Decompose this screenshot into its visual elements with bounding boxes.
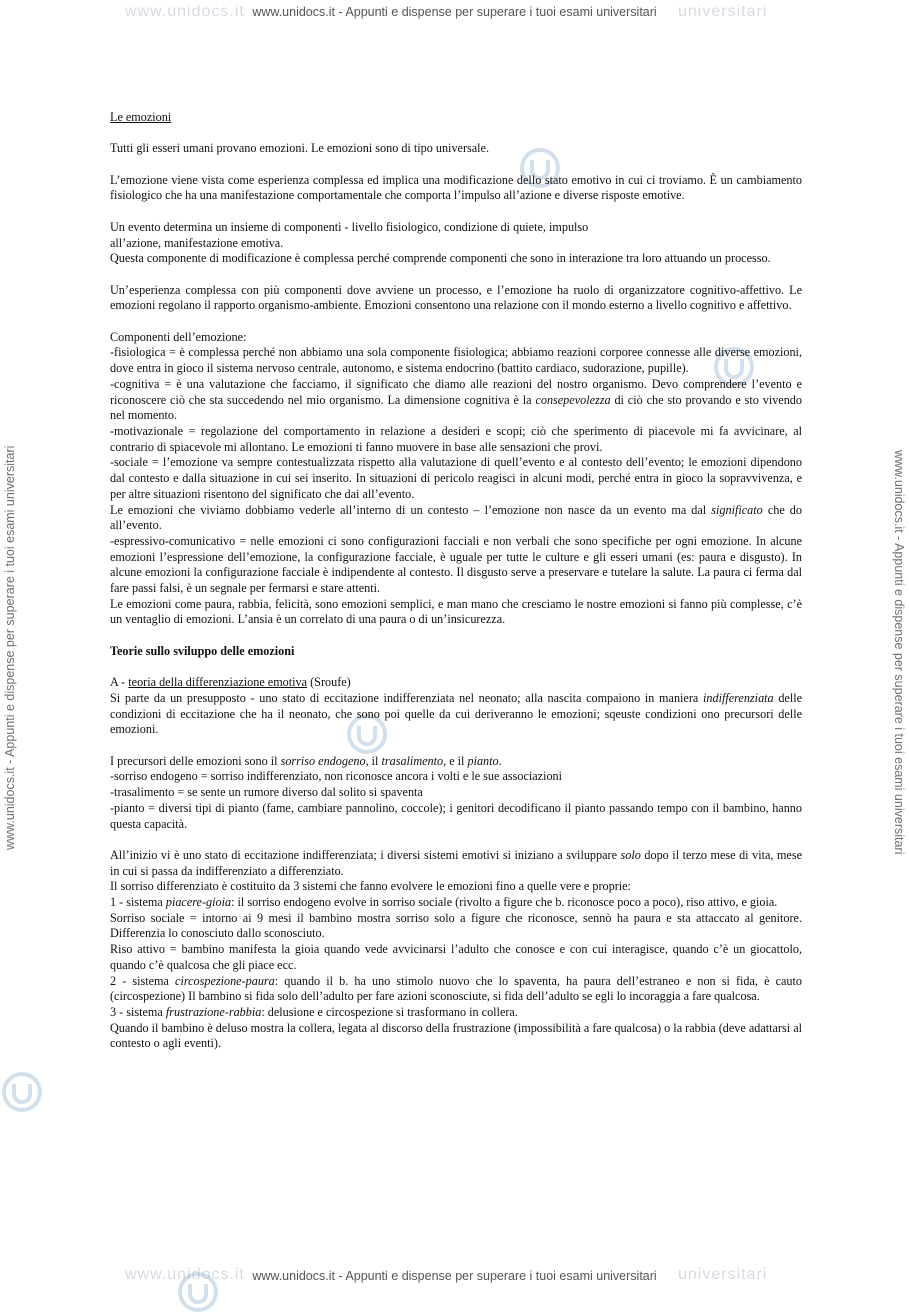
list-item: -fisiologica = è complessa perché non abbiamo una sola componente fisiologica; abbiamo reazioni corporee connesse alle diverse emozioni, dove entra in gioco il sistema nervoso centrale, autonomo, e sistema endocrino (battito cardiaco, sudorazione, pupille). xyxy=(110,345,802,376)
list-item xyxy=(110,377,802,424)
text-line: all’azione, manifestazione emotiva. xyxy=(110,235,284,250)
text-run: 1 - sistema xyxy=(110,895,166,910)
text-line: Questa componente di modificazione è complessa perché comprende componenti che sono in interazione tra loro attuando un processo. xyxy=(110,251,771,266)
list-item: -sorriso endogeno = sorriso indifferenziato, non riconosce ancora i volti e le sue associazioni xyxy=(110,769,563,784)
text-line: Sorriso sociale = intorno ai 9 mesi il bambino mostra sorriso solo a figure che riconosce, sennò ha paura e sta attaccato al genitore. Differenzia lo conosciuto dallo sconosciuto. xyxy=(110,910,802,941)
text-run: di ciò che sto provando e sto vivendo nel momento. xyxy=(110,392,802,423)
paragraph: Tutti gli esseri umani provano emozioni. Le emozioni sono di tipo universale. xyxy=(110,141,489,156)
text-run: 3 - sistema xyxy=(110,1004,166,1019)
side-watermark-left: www.unidocs.it - Appunti e dispense per superare i tuoi esami universitari xyxy=(3,445,17,850)
list-item: Le emozioni come paura, rabbia, felicità, sono emozioni semplici, e man mano che cresciamo le nostre emozioni si fanno più complesse, c’è un ventaglio di emozioni. L’ansia è un correlato di una paura o di un’insicurezza. xyxy=(110,596,802,627)
theory-heading xyxy=(110,675,802,691)
italic-term: significato xyxy=(711,502,763,517)
text-run: Le emozioni che viviamo dobbiamo vederle all’interno di un contesto – l’emozione non nasce da un evento ma dal xyxy=(110,502,712,517)
text-run: A - xyxy=(110,675,129,690)
italic-term: circospezione-paura xyxy=(175,973,275,988)
unidocs-logo-icon xyxy=(176,1270,220,1314)
list-item xyxy=(110,503,802,534)
list-item: -trasalimento = se sente un rumore diverso dal solito si spaventa xyxy=(110,785,423,800)
side-watermark-right: www.unidocs.it - Appunti e dispense per superare i tuoi esami universitari xyxy=(892,450,906,855)
text-line: Un evento determina un insieme di componenti - livello fisiologico, condizione di quiete, impulso xyxy=(110,219,589,234)
list-item xyxy=(110,895,802,911)
text-line: Quando il bambino è deluso mostra la collera, legata al discorso della frustrazione (impossibilità a fare qualcosa) o la rabbia (deve adattarsi al contesto o agli eventi). xyxy=(110,1020,802,1051)
paragraph xyxy=(110,220,802,267)
italic-term: pianto xyxy=(467,753,499,768)
text-run: , e il xyxy=(443,753,468,768)
italic-term: solo xyxy=(620,847,641,862)
list-item xyxy=(110,974,802,1005)
text-line xyxy=(110,691,802,738)
text-run: (Sroufe) xyxy=(307,675,351,690)
list-item: -sociale = l’emozione va sempre contestualizzata rispetto alla valutazione di quell’evento e al contesto dell’evento; le emozioni dipendono dal contesto e dalla situazione in cui sei inserito. In situazioni di pericolo reagisci in alcuni modi, perché entra in gioco la sopravvivenza, e per altre situazioni risentono del significato che dai all’evento. xyxy=(110,455,802,501)
text-run: . xyxy=(498,753,502,768)
list-item: -motivazionale = regolazione del comportamento in relazione a desideri e scopi; ciò che sperimento di piacevole mi fa avvicinare, al contrario di spiacevole mi allontano. Le emozioni ti fanno muovere in base alle sensazioni che provi. xyxy=(110,423,802,454)
text-run: , il xyxy=(365,753,382,768)
footer-ghost-right: universitari xyxy=(678,1266,768,1283)
text-line: Il sorriso differenziato è costituito da 3 sistemi che fanno evolvere le emozioni fino a quelle vere e proprie: xyxy=(110,879,631,894)
italic-term: consepevolezza xyxy=(535,392,611,407)
text-line xyxy=(110,848,802,879)
text-run: : delusione e circospezione si trasformano in collera. xyxy=(261,1004,518,1019)
list-item: -pianto = diversi tipi di pianto (fame, cambiare pannolino, coccole); i genitori decodificano il pianto passando tempo con il bambino, hanno questa capacità. xyxy=(110,800,802,831)
text-run: : quando il b. ha uno stimolo nuovo che lo spaventa, ha paura dell’estraneo e non si fida, è cauto (circospezione) Il bambino si fida solo dell’adulto per fare azioni sconosciute, si fida dell’adulto se egli lo incoraggia a fare qualcosa. xyxy=(110,973,802,1004)
page-header[interactable]: www.unidocs.it - Appunti e dispense per superare i tuoi esami universitari xyxy=(252,5,657,19)
page-footer[interactable]: www.unidocs.it - Appunti e dispense per superare i tuoi esami universitari xyxy=(252,1269,657,1283)
header-ghost-right: universitari xyxy=(678,3,768,20)
italic-term: indifferenziata xyxy=(703,690,774,705)
list-heading: Componenti dell’emozione: xyxy=(110,329,247,344)
components-list xyxy=(110,330,802,628)
text-run: I precursori delle emozioni sono il xyxy=(110,753,281,768)
text-run: dopo il terzo mese di vita, mese in cui si passa da indifferenziato a differenziato. xyxy=(110,847,802,878)
list-item xyxy=(110,1005,802,1021)
paragraph xyxy=(110,675,802,738)
text-line: Riso attivo = bambino manifesta la gioia quando vede avvicinarsi l’adulto che conosce e con cui interagisce, quando c’è un giocattolo, quando c’è qualcosa che gli piace ecc. xyxy=(110,942,802,972)
unidocs-logo-icon xyxy=(0,1070,44,1114)
text-run: 2 - sistema xyxy=(110,973,176,988)
text-line xyxy=(110,754,802,770)
header-ghost-left: www.unidocs.it xyxy=(125,3,245,20)
italic-term: sorriso endogeno xyxy=(280,753,366,768)
italic-term: trasalimento xyxy=(381,753,444,768)
document-title: Le emozioni xyxy=(110,110,172,124)
section-title: Teorie sullo sviluppo delle emozioni xyxy=(110,643,295,658)
italic-term: piacere-gioia xyxy=(165,895,232,910)
italic-term: frustrazione-rabbia xyxy=(165,1004,262,1019)
text-run: Si parte da un presupposto - uno stato di eccitazione indifferenziata nel neonato; alla nascita compaiono in maniera xyxy=(110,690,703,705)
paragraph xyxy=(110,848,802,1052)
text-run: che do all’evento. xyxy=(110,502,802,533)
paragraph: Un’esperienza complessa con più componenti dove avviene un processo, e l’emozione ha ruolo di organizzatore cognitivo-affettivo. Le emozioni regolano il rapporto organismo-ambiente. Emozioni consentono una relazione con il mondo esterno a livello cognitivo e affettivo. xyxy=(110,282,802,313)
document-body xyxy=(110,110,802,1068)
paragraph: L’emozione viene vista come esperienza complessa ed implica una modificazione dello stato emotivo in cui ci troviamo. È un cambiamento fisiologico che ha una manifestazione comportamentale che comporta l’impulso all’azione e diverse risposte emotive. xyxy=(110,172,802,203)
paragraph xyxy=(110,754,802,833)
footer-ghost-left: www.unidocs.it xyxy=(125,1266,245,1283)
list-item: -espressivo-comunicativo = nelle emozioni ci sono configurazioni facciali e non verbali che sono specifiche per ogni emozione. In alcune emozioni l’espressione dell’emozione, la configurazione facciale, è uguale per tutte le culture e gli esseri umani (es: paura e disgusto). In alcune emozioni la configurazione facciale è indipendente al contesto. Il disgusto serve a preservare e tutelare la salute. La paura ci ferma dal fare passi falsi, è un segnale per fermarsi e stare attenti. xyxy=(110,533,802,596)
text-run: -cognitiva = è una valutazione che facciamo, il significato che diamo alle reazioni del nostro organismo. Devo comprendere l’evento e riconoscere ciò che sta succedendo nel mio organismo. La dimensione cognitiva è la xyxy=(110,376,802,407)
text-run: : il sorriso endogeno evolve in sorriso sociale (rivolto a figure che b. riconosce poco a poco), riso attivo, e gioia. xyxy=(231,895,778,910)
text-run: delle condizioni di eccitazione che ha il neonato, che sono poi quelle da cui deriveranno le emozioni; sqeuste condizioni ono precursori delle emozioni. xyxy=(110,690,803,737)
text-run: All’inizio vi è uno stato di eccitazione indifferenziata; i diversi sistemi emotivi si iniziano a sviluppare xyxy=(110,847,621,862)
theory-name: teoria della differenziazione emotiva xyxy=(128,675,308,690)
